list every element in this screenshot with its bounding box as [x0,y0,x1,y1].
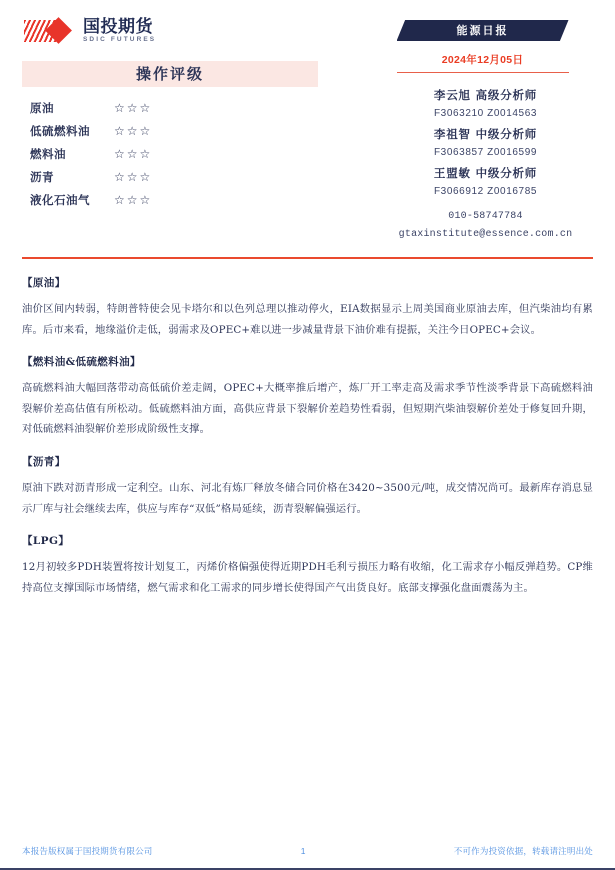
rating-label: 燃料油 [30,147,66,161]
rating-row [30,190,352,210]
footer-page-number: 1 [300,846,306,856]
contact-block [372,211,593,240]
brand-logo [24,14,352,48]
rating-row [30,121,352,141]
report-type-banner [397,20,569,41]
rating-stars-icon: ☆☆☆ [114,193,153,207]
footer-copyright: 本报告版权属于国投期货有限公司 [22,847,153,857]
section-lpg [22,533,593,598]
analyst-entry [378,165,593,197]
rating-label: 液化石油气 [30,193,90,207]
page-footer [0,834,615,870]
section-text: 12月初较多PDH装置将按计划复工，丙烯价格偏强使得近期PDH毛利亏损压力略有收缩，化工需求存小幅反弹趋势。CP维持高位支撑国际市场情绪，燃气需求和化工需求的同步增长使得国产气出货良好。底部支撑强化盘面震荡为主。 [22,561,593,594]
page-header [0,0,615,247]
rating-label: 低硫燃料油 [30,124,90,138]
brand-name-en: SDIC FUTURES [83,35,157,43]
rating-list [30,98,352,210]
analyst-name: 王盟敏 中级分析师 [433,166,538,180]
rating-row [30,98,352,118]
section-text: 油价区间内转弱，特朗普特使会见卡塔尔和以色列总理以推动停火，EIA数据显示上周美国商业原油去库，但汽柴油均有累库。后市来看，地缘溢价走低，弱需求及OPEC+难以进一步减量背景下油价难有提振，关注今日OPEC+会议。 [22,303,593,336]
analyst-certificate: F3066912 Z0016785 [433,186,538,197]
section-crude-oil [22,275,593,340]
report-body [0,259,615,598]
sdic-logo-icon [24,18,80,44]
contact-email[interactable]: gtaxinstitute@essence.com.cn [398,229,573,240]
analyst-certificate: F3063857 Z0016599 [433,147,538,158]
section-heading: 【原油】 [22,277,66,289]
rating-band-title: 操作评级 [135,65,204,83]
analyst-name: 李祖智 中级分析师 [433,127,538,141]
analyst-certificate: F3063210 Z0014563 [433,108,538,119]
header-right-column [352,14,593,247]
analyst-name: 李云旭 高级分析师 [433,88,538,102]
rating-stars-icon: ☆☆☆ [114,147,153,161]
section-text: 高硫燃料油大幅回落带动高低硫价差走阔，OPEC+大概率推后增产，炼厂开工率走高及需求季节性淡季背景下高硫燃料油裂解价差高估值有所松动。低硫燃料油方面，高供应背景下裂解价差趋势性看弱，但短期汽柴油裂解价差处于修复回升期，对低硫燃料油裂解价差形成阶级性支撑。 [22,382,593,436]
section-heading: 【燃料油&低硫燃料油】 [22,356,141,369]
rating-band [22,61,318,87]
brand-name-cn: 国投期货 [83,16,153,37]
rating-stars-icon: ☆☆☆ [114,124,153,138]
section-heading: 【沥青】 [22,455,66,468]
footer-content [0,834,615,868]
banner-title: 能源日报 [456,24,509,37]
header-left-column [22,14,352,247]
rating-label: 沥青 [30,170,54,184]
analyst-list [372,87,593,197]
rating-row [30,144,352,164]
analyst-entry [378,126,593,158]
contact-phone: 010-58747784 [448,211,523,222]
section-heading: 【LPG】 [22,535,70,548]
section-asphalt [22,454,593,519]
rating-row [30,167,352,187]
report-date [397,50,569,73]
report-date-text: 2024年12月05日 [441,54,524,66]
brand-wordmark [83,16,157,44]
rating-label: 原油 [30,101,54,115]
analyst-entry [378,87,593,119]
rating-stars-icon: ☆☆☆ [114,101,153,115]
section-fuel-oil [22,354,593,440]
footer-disclaimer: 不可作为投资依据，转载请注明出处 [453,847,593,857]
section-text: 原油下跌对沥青形成一定利空。山东、河北有炼厂释放冬储合同价格在3420~3500元/吨，成交情况尚可。最新库存消息显示厂库与社会继续去库，供应与库存“双低”格局延续，沥青裂解偏强运行。 [22,481,593,515]
rating-stars-icon: ☆☆☆ [114,170,153,184]
